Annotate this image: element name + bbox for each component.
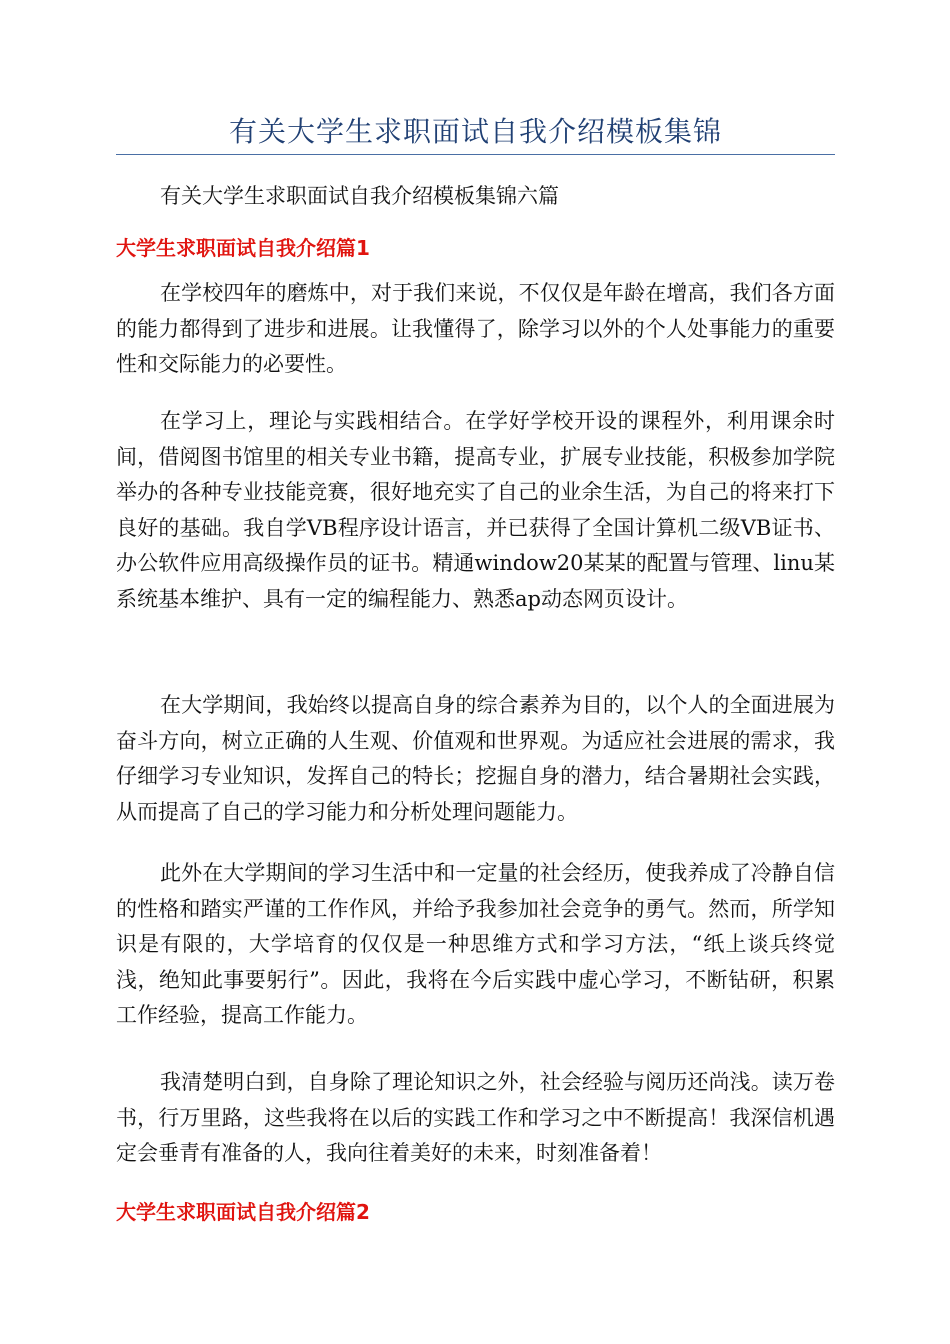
paragraph-2: 在学习上，理论与实践相结合。在学好学校开设的课程外，利用课余时间，借阅图书馆里的相关专业书籍，提高专业，扩展专业技能，积极参加学院举办的各种专业技能竞赛，很好地充实了自己的业余生活，为自己的将来打下良好的基础。我自学VB程序设计语言，并已获得了全国计算机二级VB证书、办公软件应用高级操作员的证书。精通window20某某的配置与管理、linu某系统基本维护、具有一定的编程能力、熟悉ap动态网页设计。 [116, 409, 835, 611]
paragraph-1: 在学校四年的磨炼中，对于我们来说，不仅仅是年龄在增高，我们各方面的能力都得到了进步和进展。让我懂得了，除学习以外的个人处事能力的重要性和交际能力的必要性。 [116, 281, 835, 376]
document-subtitle: 有关大学生求职面试自我介绍模板集锦六篇 [160, 184, 559, 208]
section-heading-1: 大学生求职面试自我介绍篇1 [116, 236, 370, 260]
paragraph-5: 我清楚明白到，自身除了理论知识之外，社会经验与阅历还尚浅。读万卷书，行万里路，这些我将在以后的实践工作和学习之中不断提高！我深信机遇定会垂青有准备的人，我向往着美好的未来，时刻准备着！ [116, 1070, 835, 1165]
paragraph-4: 此外在大学期间的学习生活中和一定量的社会经历，使我养成了冷静自信的性格和踏实严谨的工作作风，并给予我参加社会竞争的勇气。然而，所学知识是有限的，大学培育的仅仅是一种思维方式和学习方法，“纸上谈兵终觉浅，绝知此事要躬行”。因此，我将在今后实践中虚心学习，不断钻研，积累工作经验，提高工作能力。 [116, 861, 835, 1027]
section-heading-2: 大学生求职面试自我介绍篇2 [116, 1200, 370, 1224]
title-underline [116, 154, 835, 155]
paragraph-3: 在大学期间，我始终以提高自身的综合素养为目的，以个人的全面进展为奋斗方向，树立正确的人生观、价值观和世界观。为适应社会进展的需求，我仔细学习专业知识，发挥自己的特长；挖掘自身的潜力，结合暑期社会实践，从而提高了自己的学习能力和分析处理问题能力。 [116, 693, 835, 824]
document-title: 有关大学生求职面试自我介绍模板集锦 [228, 115, 722, 148]
